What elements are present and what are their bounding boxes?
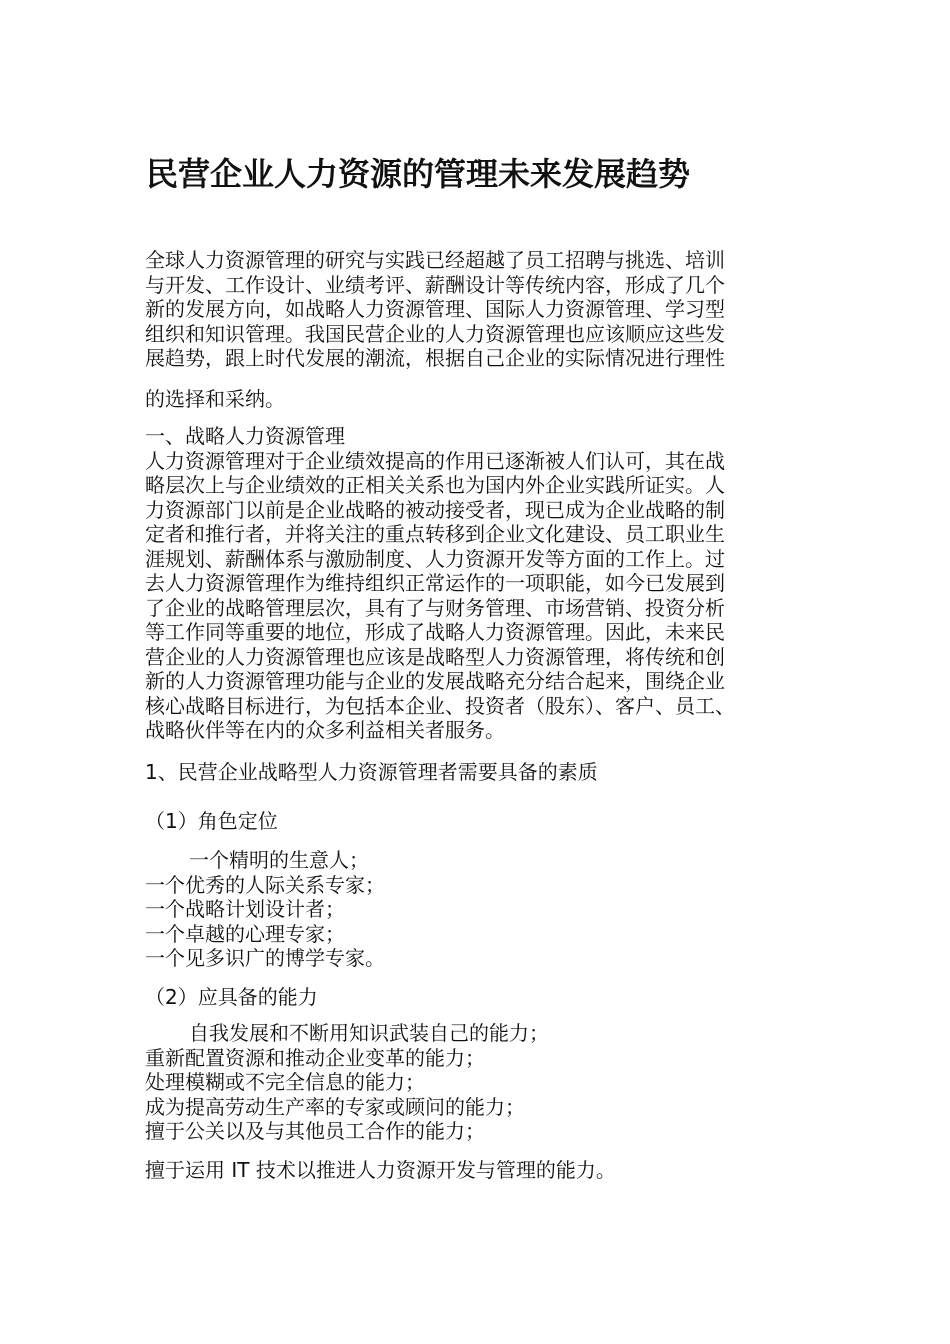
list-item: 一个见多识广的博学专家。 xyxy=(145,946,385,970)
intro-line: 展趋势，跟上时代发展的潮流，根据自己企业的实际情况进行理性 xyxy=(145,346,725,370)
ability-heading-block xyxy=(145,985,835,1010)
intro-line: 全球人力资源管理的研究与实践已经超越了员工招聘与挑选、培训 xyxy=(145,248,725,272)
section-line: 涯规划、薪酬体系与激励制度、人力资源开发等方面的工作上。过 xyxy=(145,546,725,571)
list-item: 一个战略计划设计者； xyxy=(145,897,345,921)
section-line: 略层次上与企业绩效的正相关关系也为国内外企业实践所证实。人 xyxy=(145,473,725,497)
list-item: 一个卓越的心理专家； xyxy=(145,921,345,946)
subsection-heading: 1、民营企业战略型人力资源管理者需要具备的素质 xyxy=(145,760,598,784)
list-item: 成为提高劳动生产率的专家或顾问的能力； xyxy=(145,1094,525,1119)
section-line: 营企业的人力资源管理也应该是战略型人力资源管理，将传统和创 xyxy=(145,644,725,669)
section-line: 等工作同等重要的地位，形成了战略人力资源管理。因此，未来民 xyxy=(145,620,725,644)
list-item: 重新配置资源和推动企业变革的能力； xyxy=(145,1045,485,1070)
intro-line: 组织和知识管理。我国民营企业的人力资源管理也应该顺应这些发 xyxy=(145,321,725,346)
document-title: 民营企业人力资源的管理未来发展趋势 xyxy=(146,155,691,193)
section-line: 定者和推行者，并将关注的重点转移到企业文化建设、员工职业生 xyxy=(145,522,725,546)
section-heading: 一、战略人力资源管理 xyxy=(145,424,345,448)
intro-line: 与开发、工作设计、业绩考评、薪酬设计等传统内容，形成了几个 xyxy=(145,272,725,297)
section-line: 新的人力资源管理功能与企业的发展战略充分结合起来，围绕企业 xyxy=(145,669,725,693)
subsection-heading-block xyxy=(145,760,835,785)
section-line: 人力资源管理对于企业绩效提高的作用已逐渐被人们认可，其在战 xyxy=(145,448,725,473)
intro-line: 的选择和采纳。 xyxy=(145,387,285,411)
section-line: 力资源部门以前是企业战略的被动接受者，现已成为企业战略的制 xyxy=(145,497,725,522)
section-1 xyxy=(145,424,835,743)
list-item: 自我发展和不断用知识武装自己的能力； xyxy=(189,1021,549,1045)
role-list xyxy=(145,848,835,971)
list-item: 擅于公关以及与其他员工合作的能力； xyxy=(145,1119,485,1143)
intro-last-line xyxy=(145,387,835,412)
role-heading-block xyxy=(145,809,835,834)
ability-last-block xyxy=(145,1158,835,1183)
ability-list xyxy=(145,1021,835,1144)
ability-heading: （2）应具备的能力 xyxy=(145,985,318,1009)
section-line: 去人力资源管理作为维持组织正常运作的一项职能，如今已发展到 xyxy=(145,571,725,595)
section-line: 战略伙伴等在内的众多利益相关者服务。 xyxy=(145,718,505,742)
list-item: 擅于运用 IT 技术以推进人力资源开发与管理的能力。 xyxy=(145,1158,616,1182)
role-heading: （1）角色定位 xyxy=(145,809,278,833)
list-item: 一个优秀的人际关系专家； xyxy=(145,872,385,897)
section-line: 核心战略目标进行，为包括本企业、投资者（股东）、客户、员工、 xyxy=(145,693,735,718)
intro-line: 新的发展方向，如战略人力资源管理、国际人力资源管理、学习型 xyxy=(145,297,725,321)
list-item: 一个精明的生意人； xyxy=(189,848,369,872)
section-line: 了企业的战略管理层次，具有了与财务管理、市场营销、投资分析 xyxy=(145,595,725,620)
list-item: 处理模糊或不完全信息的能力； xyxy=(145,1070,425,1094)
intro-paragraph xyxy=(145,248,835,371)
